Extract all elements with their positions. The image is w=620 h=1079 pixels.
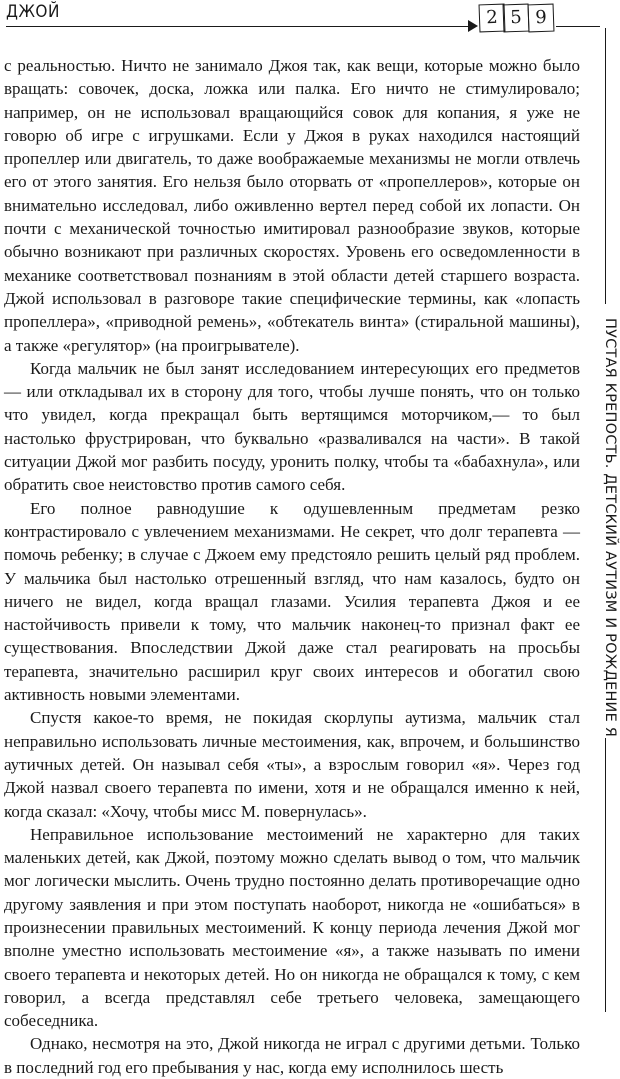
side-rule-top: [605, 28, 606, 304]
page-number: [480, 4, 554, 32]
body-text: [4, 54, 580, 1079]
paragraph: Его полное равнодушие к одушевленным предметам резко контрастировало с увлечением механизмами. Не секрет, что долг терапевта — помочь ребенку; в случае с Джоем ему предстояло решить целый ряд проблем. У мальчика был настолько отрешенный взгляд, что нам казалось, будто он ничего не видел, когда вращал глазами. Усилия терапевта Джоя и ее настойчивость привели к тому, что мальчик наконец-то признал факт ее существования. Впоследствии Джой даже стал реагировать на просьбы терапевта, значительно расширил круг своих интересов и обогатил свою активность новыми элементами.: [4, 498, 580, 705]
header-rule-tail: [556, 26, 600, 27]
paragraph: Спустя какое-то время, не покидая скорлупы аутизма, мальчик стал неправильно использовать личные местоимения, как, впрочем, и большинство аутичных детей. Он называл себя «ты», а взрослым говорил «я». Через год Джой назвал своего терапевта по имени, хотя и не обращался именно к ней, когда сказал: «Хочу, чтобы мисс М. повернулась».: [4, 708, 580, 821]
header-rule: [6, 26, 472, 27]
page-digit: 5: [503, 4, 530, 33]
side-rule-bottom: [605, 738, 606, 1012]
side-book-title: ПУСТАЯ КРЕПОСТЬ. ДЕТСКИЙ АУТИЗМ И РОЖДЕНИЕ Я: [602, 318, 618, 738]
paragraph: Когда мальчик не был занят исследованием интересующих его предметов — или откладывал их в сторону для того, чтобы лучше понять, что он только что увидел, когда прекращал быть вертящимся моторчиком,— то был настолько фрустрирован, что буквально «разваливался на части». В такой ситуации Джой мог разбить посуду, уронить полку, чтобы та «бабахнула», или обратить свое неистовство против самого себя.: [4, 358, 580, 495]
paragraph: Неправильное использование местоимений не характерно для таких маленьких детей, как Джой, поэтому можно сделать вывод о том, что мальчик мог логически мыслить. Очень трудно постоянно делать противоречащие одно другому заявления и при этом поступать наоборот, никогда не «ошибаться» в произнесении правильных местоимений. К концу периода лечения Джой мог вполне уместно использовать местоимение «я», а также называть по имени своего терапевта и некоторых детей. Но он никогда не обращался к тому, с кем говорил, а всегда представлял себе третьего человека, замещающего собеседника.: [4, 824, 580, 1031]
paragraph: с реальностью. Ничто не занимало Джоя так, как вещи, которые можно было вращать: совочек, доска, ложка или палка. Его ничто не стимулировало; например, он не использовал вращающийся совок для копания, я уже не говорю об игре с игрушками. Если у Джоя в руках находился настоящий пропеллер или двигатель, то даже воображаемые механизмы не могли отвлечь его от этого занятия. Его нельзя было оторвать от «пропеллеров», которые он внимательно исследовал, либо оживленно вертел перед собой их лопасти. Он почти с механической точностью имитировал разнообразие звуков, которые обычно возникают при различных скоростях. Уровень его осведомленности в механике соответствовал познаниям в этой области детей старшего возраста. Джой использовал в разговоре такие специфические термины, как «лопасть пропеллера», «приводной ремень», «обтекатель винта» (стиральной машины), а также «регулятор» (на проигрывателе).: [4, 56, 580, 355]
page-digit: 9: [527, 4, 554, 33]
running-head: ДЖОЙ: [6, 2, 60, 22]
paragraph: Однако, несмотря на это, Джой никогда не играл с другими детьми. Только в последний год его пребывания у нас, когда ему исполнилось шесть: [4, 1034, 580, 1077]
arrow-head-icon: [468, 20, 478, 32]
page-digit: 2: [478, 4, 505, 33]
